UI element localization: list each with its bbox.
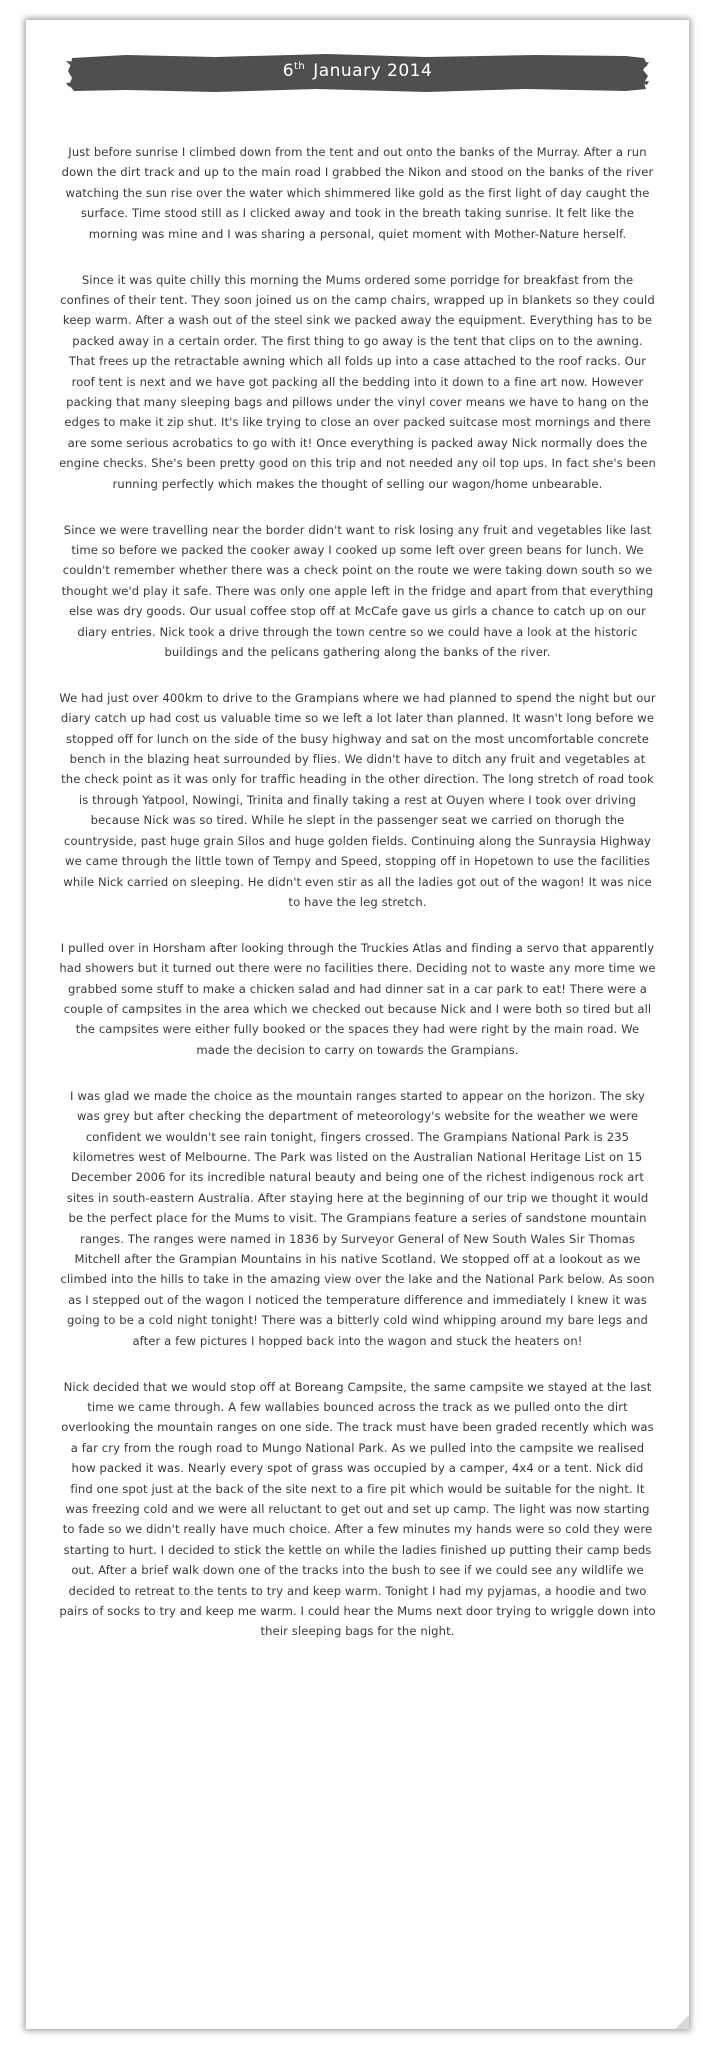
date-banner — [66, 52, 649, 94]
entry-date-month-year: January 2014 — [313, 61, 433, 81]
paragraph-boreang-campsite: Nick decided that we would stop off at Boreang Campsite, the same campsite we stayed at the last time we came through. A few wallabies bounced across the track as we pulled onto the dirt overlooking the mountain ranges on one side. The track must have been graded recently which was a far cry from the rough road to Mungo National Park. As we pulled into the campsite we realised how packed it was. Nearly every spot of grass was occupied by a camper, 4x4 or a tent. Nick did find one spot just at the back of the site next to a fire pit which would be suitable for the night. It was freezing cold and we were all reluctant to get out and set up camp. The light was now starting to fade so we didn't really have much choice. After a few minutes my hands were so cold they were starting to hurt. I decided to stick the kettle on while the ladies finished up putting their camp beds out. After a brief walk down one of the tracks into the bush to see if we could see any wildlife we decided to retreat to the tents to try and keep warm. Tonight I had my pyjamas, a hoodie and two pairs of socks to try and keep me warm. I could hear the Mums next door trying to wriggle down into their sleeping bags for the night. — [59, 1379, 656, 1639]
paragraph-sunrise: Just before sunrise I climbed down from the tent and out onto the banks of the Murray. After a run down the dirt track and up to the main road I grabbed the Nikon and stood on the banks of the river watching the sun rise over the water which shimmered like gold as the first light of day caught the surface. Time stood still as I clicked away and took in the breath taking sunrise. It felt like the morning was mine and I was sharing a personal, quiet moment with Mother-Nature herself. — [61, 145, 654, 241]
journal-page — [26, 20, 689, 2029]
entry-body — [59, 142, 656, 1667]
paragraph-drive-to-grampians: We had just over 400km to drive to the Grampians where we had planned to spend the night but our diary catch up had cost us valuable time so we left a lot later than planned. It wasn't long before we stopped off for lunch on the side of the busy highway and sat on the most uncomfortable concrete bench in the blazing heat surrounded by flies. We didn't have to ditch any fruit and vegetables at the check point as it was only for traffic heading in the other direction. The long stretch of road took is through Yatpool, Nowingi, Trinita and finally taking a rest at Ouyen where I took over driving because Nick was so tired. While he slept in the passenger seat we carried on thorugh the countryside, past huge grain Silos and huge golden fields. Continuing along the Sunraysia Highway we came through the little town of Tempy and Speed, stopping off in Hopetown to use the facilities while Nick carried on sleeping. He didn't even stir as all the ladies got out of the wagon! It was nice to have the leg stretch. — [59, 690, 656, 909]
page-corner-curl — [675, 2015, 689, 2029]
entry-date-suffix: th — [294, 61, 306, 72]
paragraph-horsham: I pulled over in Horsham after looking through the Truckies Atlas and finding a servo that apparently had showers but it turned out there were no facilities there. Deciding not to waste any more time we grabbed some stuff to make a chicken salad and had dinner sat in a car park to eat! There were a couple of campsites in the area which we checked out because Nick and I were both so tired but all the campsites were either fully booked or the spaces they had were right by the main road. We made the decision to carry on towards the Grampians. — [59, 940, 656, 1057]
paragraph-border-fruit: Since we were travelling near the border didn't want to risk losing any fruit and vegetables like last time so before we packed the cooker away I cooked up some left over green beans for lunch. We couldn't remember whether there was a check point on the route we were taking down south so we thought we'd play it safe. There was only one apple left in the fridge and apart from that everything else was dry goods. Our usual coffee stop off at McCafe gave us girls a chance to catch up on our diary entries. Nick took a drive through the town centre so we could have a look at the historic buildings and the pelicans gathering along the banks of the river. — [61, 522, 654, 659]
entry-date — [66, 61, 649, 81]
entry-date-day: 6 — [282, 61, 295, 81]
paragraph-grampians-national-park: I was glad we made the choice as the mountain ranges started to appear on the horizon. The sky was grey but after checking the department of meteorology's website for the weather we were confident we wouldn't see rain tonight, fingers crossed. The Grampians National Park is 235 kilometres west of Melbourne. The Park was listed on the Australian National Heritage List on 15 December 2006 for its incredible natural beauty and being one of the richest indigenous rock art sites in south-eastern Australia. After staying here at the beginning of our trip we thought it would be the perfect place for the Mums to visit. The Grampians feature a series of sandstone mountain ranges. The ranges were named in 1836 by Surveyor General of New South Wales Sir Thomas Mitchell after the Grampian Mountains in his native Scotland. We stopped off at a lookout as we climbed into the hills to take in the amazing view over the lake and the National Park below. As soon as I stepped out of the wagon I noticed the temperature difference and immediately I knew it was going to be a cold night tonight! There was a bitterly cold wind whipping around my bare legs and after a few pictures I hopped back into the wagon and stuck the heaters on! — [60, 1088, 655, 1348]
paragraph-packing-up: Since it was quite chilly this morning the Mums ordered some porridge for breakfast from the confines of their tent. They soon joined us on the camp chairs, wrapped up in blankets so they could keep warm. After a wash out of the steel sink we packed away the equipment. Everything has to be packed away in a certain order. The first thing to go away is the tent that clips on to the awning. That frees up the retractable awning which all folds up into a case attached to the roof racks. Our roof tent is next and we have got packing all the bedding into it down to a fine art now. However packing that many sleeping bags and pillows under the vinyl cover means we have to hang on the edges to make it zip shut. It's like trying to close an over packed suitcase most mornings and there are some serious acrobatics to go with it! Once everything is packed away Nick normally does the engine checks. She's been pretty good on this trip and not needed any oil top ups. In fact she's been running perfectly which makes the thought of selling our wagon/home unbearable. — [59, 272, 656, 491]
